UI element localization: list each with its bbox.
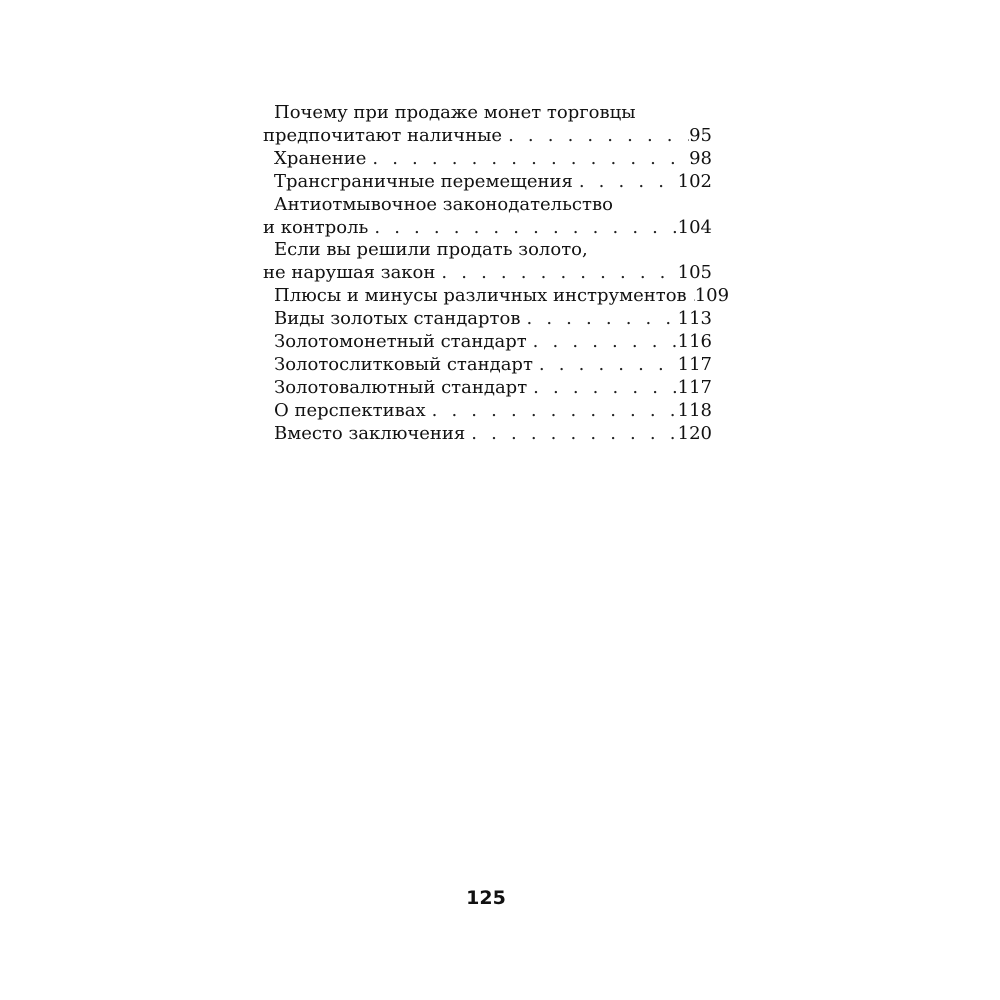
toc-entry-title: и контроль [263, 216, 369, 238]
toc-entry-title: Антиотмывочное законодательство [274, 193, 613, 215]
dot-leader [687, 285, 695, 308]
dot-leader [435, 262, 677, 285]
toc-entry-line [263, 331, 712, 354]
toc-entry [263, 194, 712, 240]
toc-entry-page: 102 [677, 170, 712, 192]
toc-entry-title-line [263, 194, 712, 217]
toc-entry-title-line [263, 239, 712, 262]
toc-entry-title: Трансграничные перемещения [274, 170, 573, 192]
toc-entry-page: 95 [689, 124, 712, 146]
toc-entry [263, 308, 712, 331]
toc-entry [263, 331, 712, 354]
toc-entry-page: 104 [677, 216, 712, 238]
toc-entry-line [263, 354, 712, 377]
toc-entry-title: О перспективах [274, 399, 426, 421]
dot-leader [533, 354, 678, 377]
toc-entry-title: Виды золотых стандартов [274, 308, 521, 330]
toc-entry [263, 102, 712, 148]
toc-entry-continuation-line [263, 217, 712, 240]
toc-entry-title: Золотомонетный стандарт [274, 331, 527, 353]
toc-entry [263, 354, 712, 377]
toc-entry-page: 117 [677, 353, 712, 375]
toc-entry-line [263, 308, 712, 331]
toc-entry [263, 400, 712, 423]
toc-entry-page: 109 [694, 285, 730, 307]
toc-entry [263, 285, 730, 308]
dot-leader [368, 217, 677, 240]
toc-entry-line [263, 285, 730, 308]
toc-entry-line [263, 400, 712, 423]
toc-entry [263, 423, 712, 446]
toc-entry-title: Вместо заключения [274, 422, 466, 444]
toc-entry-title: Почему при продаже монет торговцы [274, 102, 636, 123]
dot-leader [426, 400, 678, 423]
dot-leader [573, 171, 678, 194]
toc-entry-line [263, 171, 712, 194]
toc-entry-title: Золотовалютный стандарт [274, 376, 528, 398]
toc-entry-page: 105 [677, 262, 712, 284]
toc-entry-title: Если вы решили продать золото, [274, 239, 588, 261]
dot-leader [520, 308, 677, 331]
dot-leader [465, 423, 677, 446]
dot-leader [366, 148, 689, 171]
dot-leader [527, 377, 677, 400]
toc-entry-title: предпочитают наличные [263, 124, 503, 146]
toc-entry-line [263, 423, 712, 446]
toc-entry-page: 113 [677, 308, 712, 330]
toc-entry-line [263, 148, 712, 171]
dot-leader [527, 331, 678, 354]
toc-entry-continuation-line [263, 125, 712, 148]
toc-entry-line [263, 377, 712, 400]
toc-entry-title: Хранение [274, 147, 367, 169]
table-of-contents [263, 102, 730, 446]
toc-entry-page: 98 [689, 147, 712, 169]
toc-entry-title-line [263, 102, 712, 125]
toc-entry-page: 120 [677, 422, 712, 444]
toc-entry-title: Плюсы и минусы различных инструментов [274, 285, 687, 307]
toc-entry-continuation-line [263, 262, 712, 285]
toc-entry-page: 117 [677, 376, 712, 398]
toc-entry-page: 118 [677, 399, 712, 421]
toc-entry-page: 116 [677, 331, 712, 353]
toc-entry [263, 239, 712, 285]
toc-entry [263, 377, 712, 400]
toc-entry [263, 171, 712, 194]
dot-leader [502, 125, 689, 148]
toc-entry-title: не нарушая закон [263, 262, 436, 284]
toc-entry-title: Золотослитковый стандарт [274, 353, 533, 375]
page-number: 125 [466, 887, 506, 909]
toc-entry [263, 148, 712, 171]
